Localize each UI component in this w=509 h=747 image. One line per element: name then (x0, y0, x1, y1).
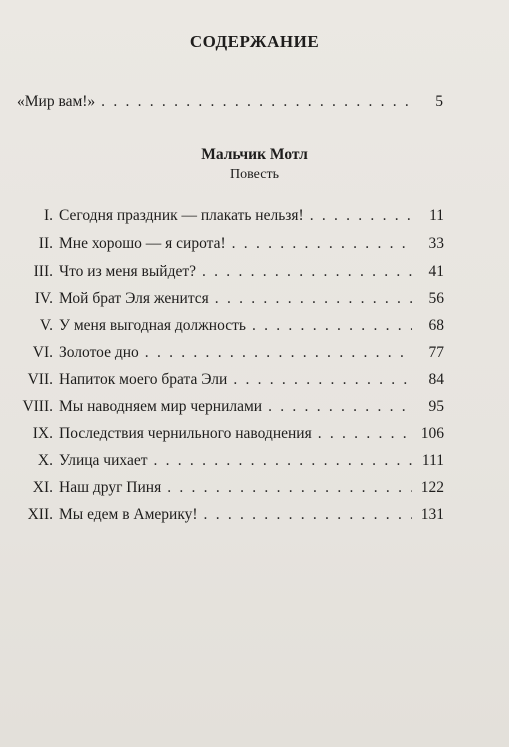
toc-chapter-row (8, 451, 444, 471)
toc-chapter-row (8, 478, 444, 498)
section-subtitle: Повесть (230, 167, 279, 182)
dot-leader (153, 451, 412, 471)
dot-leader (268, 397, 412, 417)
dot-leader (202, 262, 412, 282)
chapter-number: III. (33, 263, 53, 280)
chapter-number: IV. (34, 290, 53, 307)
chapter-number: X. (37, 452, 53, 469)
chapter-page: 68 (428, 317, 444, 334)
toc-chapter-row (8, 424, 444, 444)
chapter-number: XII. (27, 506, 53, 523)
toc-entry-page: 5 (435, 93, 443, 110)
toc-entry-title: «Мир вам!» (17, 93, 96, 110)
chapter-number: V. (39, 317, 53, 334)
chapter-page: 56 (428, 290, 444, 307)
dot-leader (233, 370, 412, 390)
chapter-title: Мы наводняем мир чернилами (59, 398, 263, 415)
chapter-title: Последствия чернильного наводнения (59, 425, 312, 442)
chapter-title: Наш друг Пиня (59, 479, 162, 496)
chapter-page: 33 (428, 235, 444, 252)
chapter-page: 106 (420, 425, 444, 442)
section-title: Мальчик Мотл (201, 146, 308, 163)
chapter-title: Золотое дно (59, 344, 139, 361)
toc-chapter-row (8, 262, 444, 282)
toc-chapter-row (8, 370, 444, 390)
contents-heading: СОДЕРЖАНИЕ (189, 32, 320, 51)
toc-chapter-row (8, 316, 444, 336)
toc-chapter-row (8, 206, 444, 226)
chapter-page: 111 (421, 452, 444, 469)
toc-chapter-row (8, 234, 444, 254)
toc-chapter-row (8, 505, 444, 525)
chapter-title: Улица чихает (59, 452, 148, 469)
dot-leader (215, 289, 412, 309)
chapter-title: Мне хорошо — я сирота! (59, 235, 226, 252)
chapter-number: VII. (27, 371, 53, 388)
chapter-page: 122 (420, 479, 444, 496)
chapter-number: II. (38, 235, 53, 252)
chapter-title: Мой брат Эля женится (59, 290, 209, 307)
chapter-number: I. (43, 207, 53, 224)
dot-leader (310, 206, 412, 226)
dot-leader (318, 424, 412, 444)
chapter-title: Что из меня выйдет? (59, 263, 196, 280)
chapter-page: 131 (420, 506, 444, 523)
chapter-title: У меня выгодная должность (59, 317, 246, 334)
dot-leader (252, 316, 412, 336)
chapter-title: Сегодня праздник — плакать нельзя! (59, 207, 304, 224)
chapter-page: 95 (428, 398, 444, 415)
toc-chapter-row (8, 343, 444, 363)
chapter-page: 84 (428, 371, 444, 388)
chapter-number: VIII. (22, 398, 53, 415)
chapter-page: 77 (428, 344, 444, 361)
dot-leader (204, 505, 412, 525)
chapter-title: Мы едем в Америку! (59, 506, 198, 523)
chapter-number: XI. (32, 479, 53, 496)
toc-chapter-row (8, 397, 444, 417)
toc-entry-intro (17, 92, 443, 112)
chapter-page: 11 (429, 207, 444, 224)
chapter-number: VI. (32, 344, 53, 361)
dot-leader (232, 234, 412, 254)
dot-leader (145, 343, 412, 363)
dot-leader (101, 92, 411, 112)
toc-chapter-row (8, 289, 444, 309)
dot-leader (167, 478, 412, 498)
chapter-number: IX. (32, 425, 53, 442)
chapter-title: Напиток моего брата Эли (59, 371, 228, 388)
chapter-page: 41 (428, 263, 444, 280)
